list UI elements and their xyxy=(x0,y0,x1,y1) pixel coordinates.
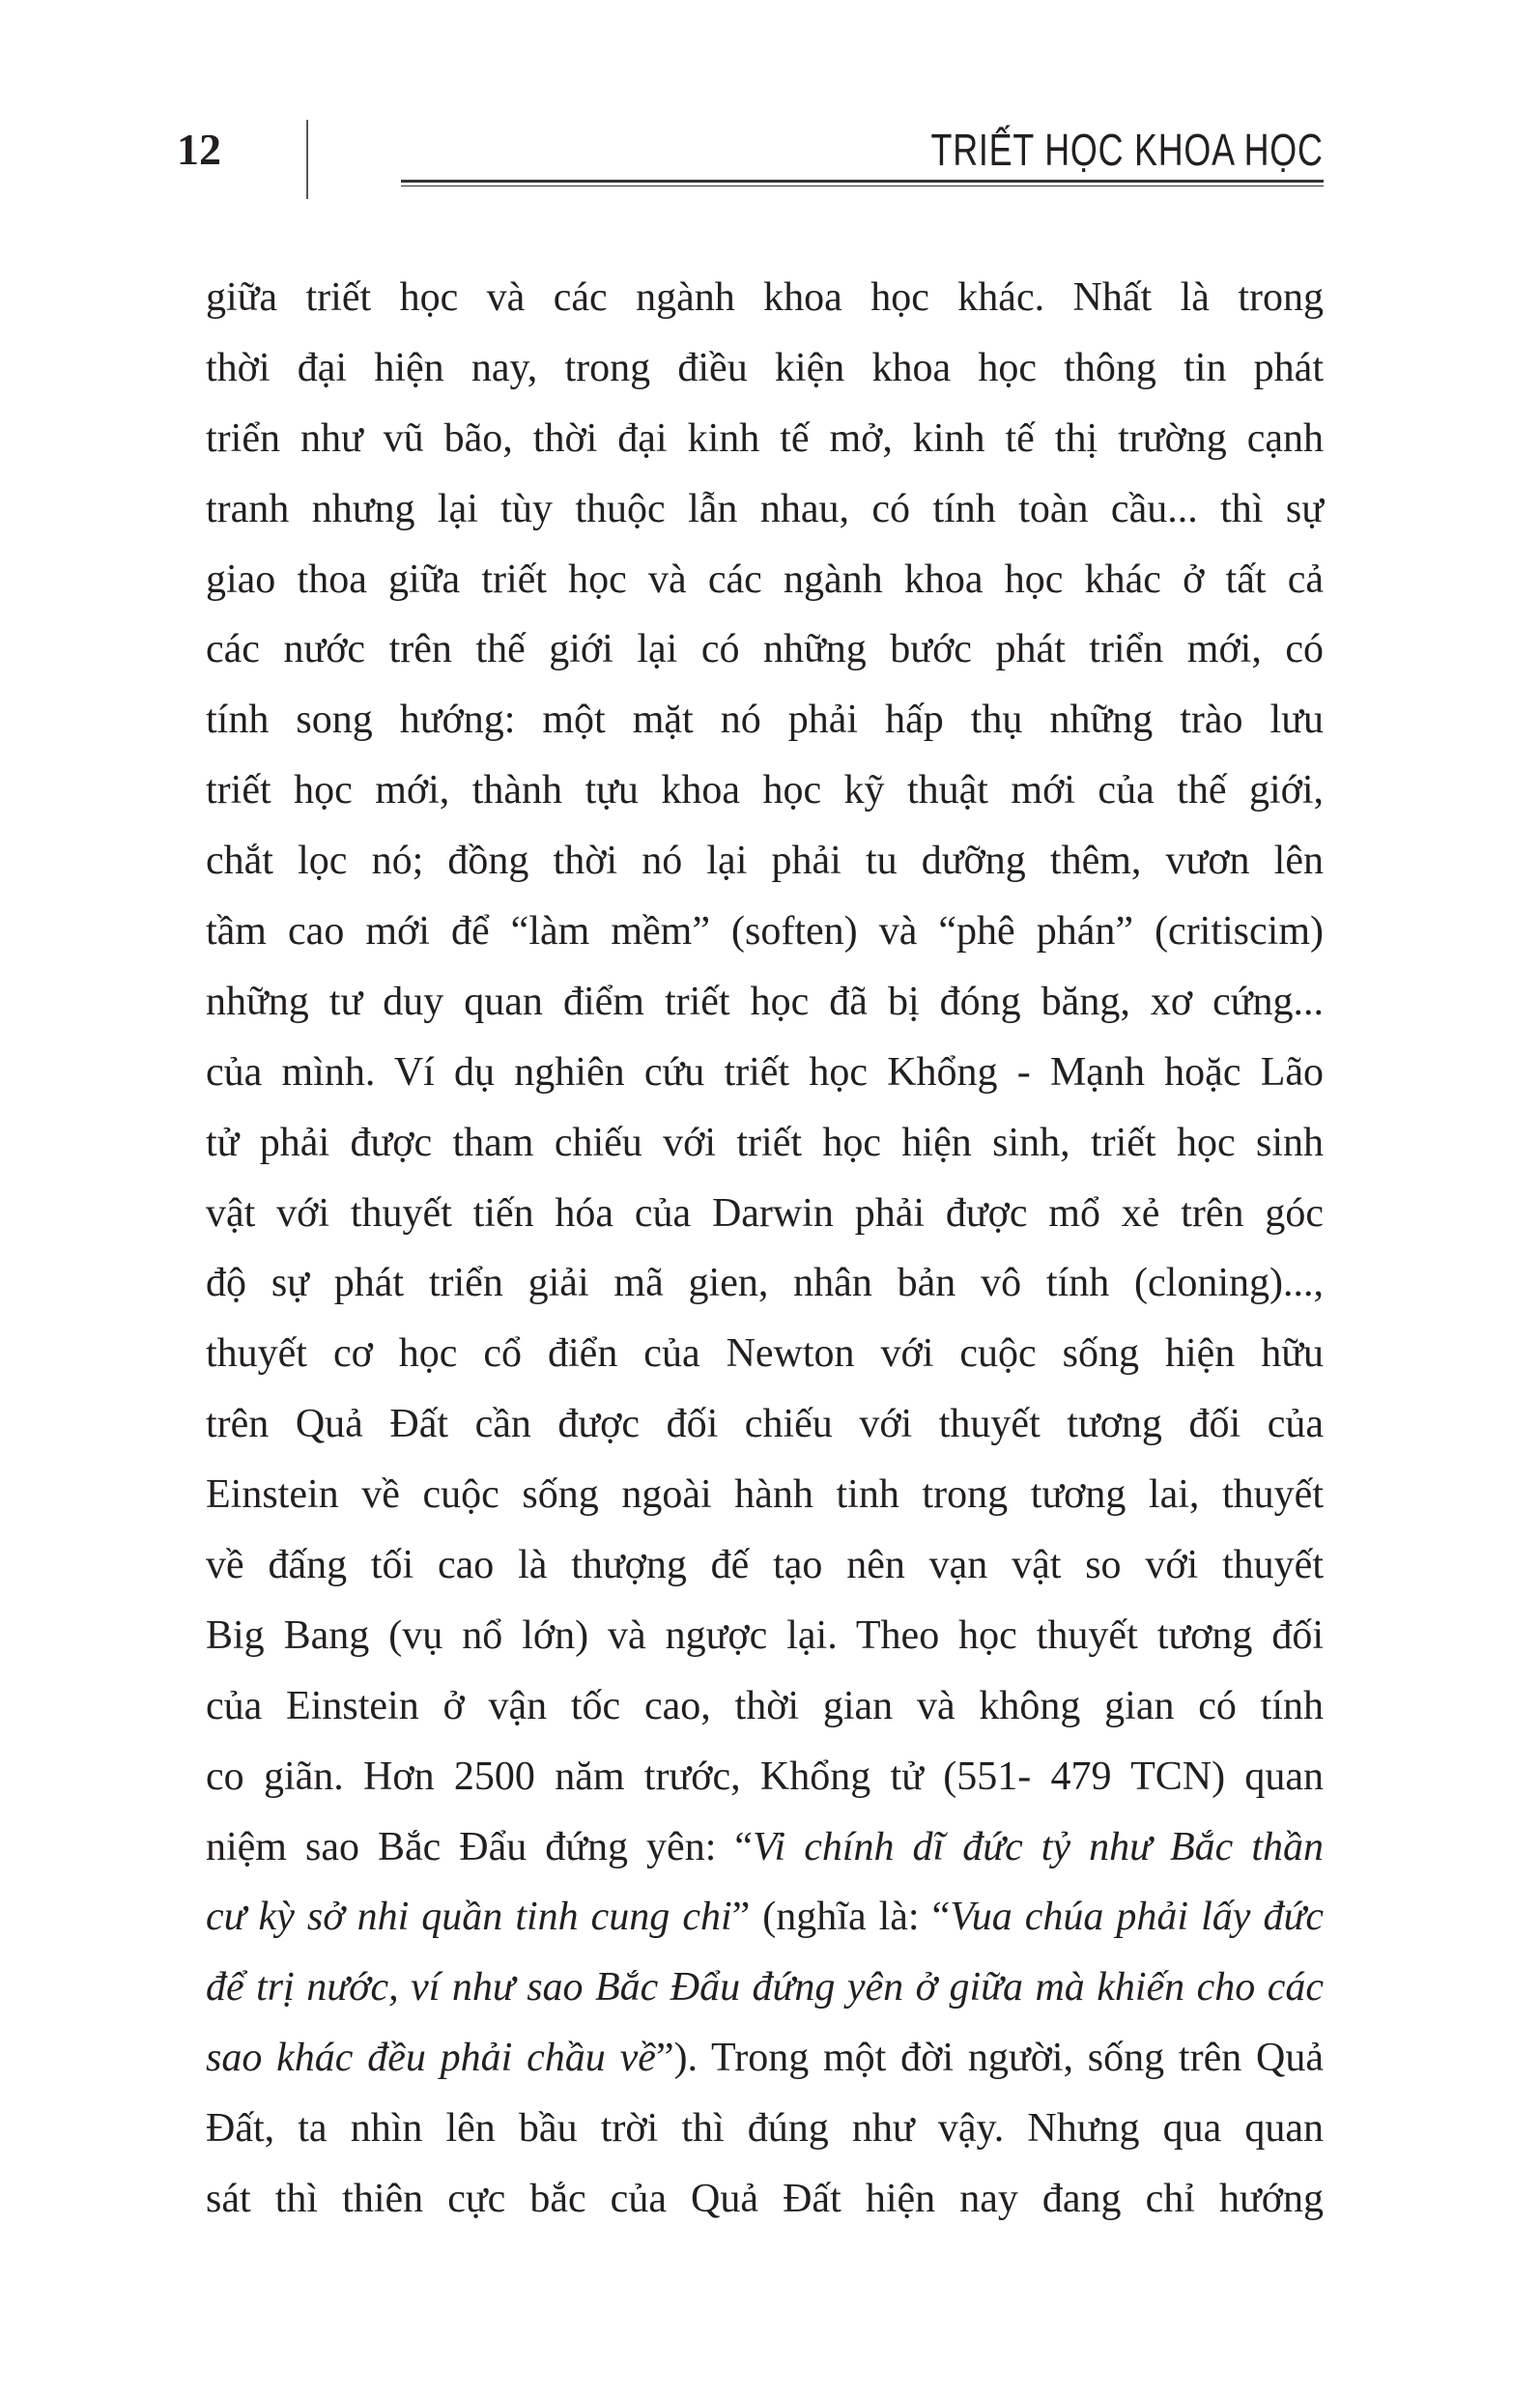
text-line xyxy=(206,2033,1324,2103)
text-segment: tử phải được tham chiếu với triết học hiện sinh, triết học sinh xyxy=(206,1120,1324,1165)
text-line xyxy=(206,624,1324,695)
text-line xyxy=(206,1752,1324,1822)
text-segment: ” (nghĩa là: “ xyxy=(731,1895,951,1940)
text-line xyxy=(206,836,1324,906)
text-segment: giữa triết học và các ngành khoa học khác. Nhất là trong xyxy=(206,275,1324,320)
text-line xyxy=(206,1328,1324,1399)
text-line xyxy=(206,1962,1324,2033)
text-segment: co giãn. Hơn 2500 năm trước, Khổng tử (551- 479 TCN) quan xyxy=(206,1754,1324,1799)
text-line xyxy=(206,1681,1324,1752)
italic-quote-segment: Vua chúa phải lấy đức xyxy=(950,1895,1324,1940)
text-line xyxy=(206,1188,1324,1259)
text-line xyxy=(206,1258,1324,1328)
text-segment: tranh nhưng lại tùy thuộc lẫn nhau, có tính toàn cầu... thì sự xyxy=(206,486,1324,531)
text-segment: các nước trên thế giới lại có những bước phát triển mới, có xyxy=(206,627,1324,672)
text-segment: triển như vũ bão, thời đại kinh tế mở, kinh tế thị trường cạnh xyxy=(206,415,1324,461)
text-line xyxy=(206,1892,1324,1962)
text-line xyxy=(206,1469,1324,1540)
text-line xyxy=(206,1611,1324,1681)
text-segment: về đấng tối cao là thượng đế tạo nên vạn vật so với thuyết xyxy=(206,1543,1324,1588)
text-line xyxy=(206,1047,1324,1118)
header-divider xyxy=(306,120,308,199)
text-segment: Big Bang (vụ nổ lớn) và ngược lại. Theo học thuyết tương đối xyxy=(206,1612,1324,1658)
text-segment: tính song hướng: một mặt nó phải hấp thụ những trào lưu xyxy=(206,698,1324,743)
text-segment: của Einstein ở vận tốc cao, thời gian và không gian có tính xyxy=(206,1683,1324,1728)
text-line xyxy=(206,414,1324,484)
text-line xyxy=(206,555,1324,625)
text-segment: ”). Trong một đời người, sống trên Quả xyxy=(655,2036,1324,2081)
text-line xyxy=(206,2174,1324,2244)
header-rule xyxy=(401,180,1324,183)
text-segment: vật với thuyết tiến hóa của Darwin phải được mổ xẻ trên góc xyxy=(206,1190,1324,1236)
text-segment: triết học mới, thành tựu khoa học kỹ thuật mới của thế giới, xyxy=(206,768,1324,813)
text-line xyxy=(206,484,1324,555)
text-segment: những tư duy quan điểm triết học đã bị đóng băng, xơ cứng... xyxy=(206,979,1324,1024)
text-segment: độ sự phát triển giải mã gien, nhân bản vô tính (cloning)..., xyxy=(206,1261,1324,1306)
text-segment: giao thoa giữa triết học và các ngành khoa học khác ở tất cả xyxy=(206,556,1324,602)
page-number: 12 xyxy=(177,125,221,174)
text-segment: Einstein về cuộc sống ngoài hành tinh trong tương lai, thuyết xyxy=(206,1472,1324,1518)
text-line xyxy=(206,1822,1324,1893)
text-line xyxy=(206,906,1324,977)
italic-quote-segment: cư kỳ sở nhi quần tinh cung chi xyxy=(206,1895,732,1940)
running-title: TRIẾT HỌC KHOA HỌC xyxy=(930,125,1324,175)
italic-quote-segment: sao khác đều phải chầu về xyxy=(206,2036,656,2081)
text-line xyxy=(206,1540,1324,1611)
italic-quote-segment: để trị nước, ví như sao Bắc Đẩu đứng yên ở giữa mà khiến cho các xyxy=(206,1965,1324,2011)
text-line xyxy=(206,1399,1324,1469)
text-line xyxy=(206,695,1324,765)
text-segment: thuyết cơ học cổ điển của Newton với cuộc sống hiện hữu xyxy=(206,1331,1324,1377)
header-rule-thin xyxy=(401,185,1324,186)
text-line xyxy=(206,343,1324,414)
text-segment: thời đại hiện nay, trong điều kiện khoa học thông tin phát xyxy=(206,345,1324,390)
text-line xyxy=(206,272,1324,343)
text-segment: sát thì thiên cực bắc của Quả Đất hiện nay đang chỉ hướng xyxy=(206,2177,1324,2222)
text-segment: của mình. Ví dụ nghiên cứu triết học Khổng - Mạnh hoặc Lão xyxy=(206,1049,1324,1095)
text-segment: tầm cao mới để “làm mềm” (soften) và “phê phán” (critiscim) xyxy=(206,909,1324,955)
text-line xyxy=(206,977,1324,1047)
text-line xyxy=(206,765,1324,836)
text-line xyxy=(206,1118,1324,1188)
text-segment: trên Quả Đất cần được đối chiếu với thuyết tương đối của xyxy=(206,1402,1324,1447)
text-segment: Đất, ta nhìn lên bầu trời thì đúng như vậy. Nhưng qua quan xyxy=(206,2106,1324,2152)
text-line xyxy=(206,2103,1324,2174)
body-text xyxy=(206,272,1324,2244)
italic-quote-segment: Vi chính dĩ đức tỷ như Bắc thần xyxy=(753,1824,1325,1869)
text-segment: niệm sao Bắc Đẩu đứng yên: “ xyxy=(206,1824,754,1869)
text-segment: chắt lọc nó; đồng thời nó lại phải tu dưỡng thêm, vươn lên xyxy=(206,839,1324,884)
